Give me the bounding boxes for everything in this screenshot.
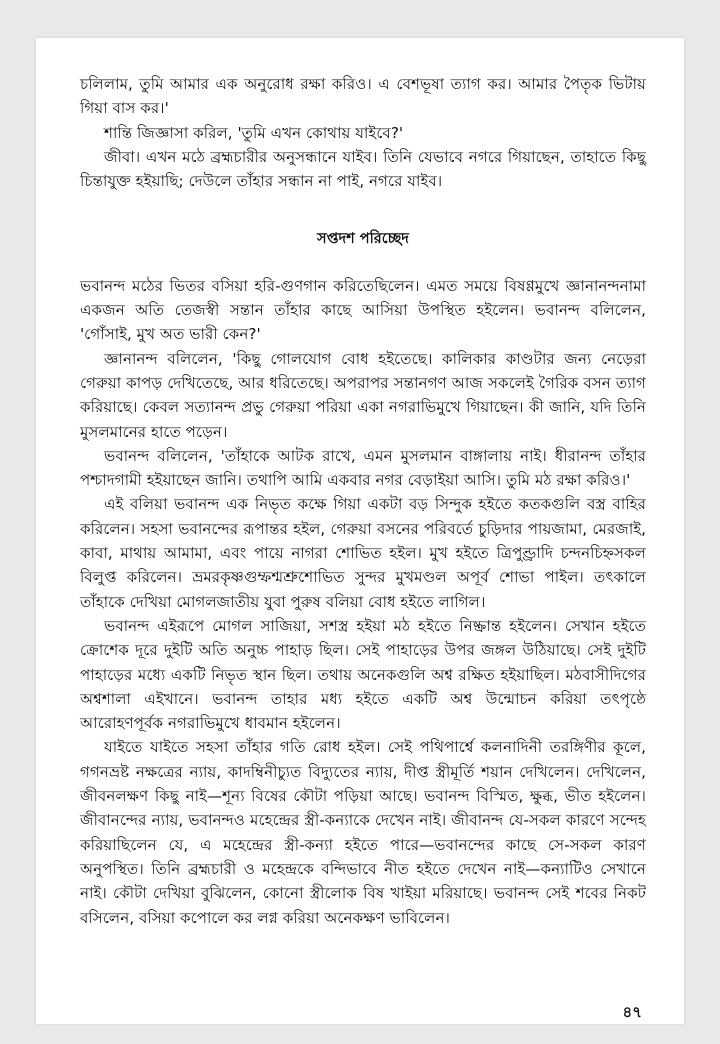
- book-page: [36, 38, 684, 1024]
- paragraph: ভবানন্দ এইরূপে মোগল সাজিয়া, সশস্ত্র হইয়া মঠ হইতে নিষ্ক্রান্ত হইলেন। সেখান হইতে ক্রোশেক দূরে দুইটি অতি অনুচ্চ পাহাড় ছিল। সেই পাহাড়ের উপর জঙ্গল উঠিয়াছে। সেই দুইটি পাহাড়ের মধ্যে একটি নিভৃত স্থান ছিল। তথায় অনেকগুলি অশ্ব রক্ষিত হইয়াছিল। মঠবাসীদিগের অশ্বশালা এইখানে। ভবানন্দ তাহার মধ্য হইতে একটি অশ্ব উন্মোচন করিয়া তৎপৃষ্ঠে আরোহণপূর্বক নগরাভিমুখে ধাবমান হইলেন।: [80, 616, 646, 733]
- paragraph: ভবানন্দ মঠের ভিতর বসিয়া হরি-গুণগান করিতেছিলেন। এমত সময়ে বিষণ্ণমুখে জ্ঞানানন্দনামা একজন অতি তেজস্বী সন্তান তাঁহার কাছে আসিয়া উপস্থিত হইলেন। ভবানন্দ বলিলেন, 'গোঁসাই, মুখ অত ভারী কেন?': [80, 276, 646, 344]
- page-number: ৪৭: [622, 1003, 642, 1021]
- paragraph: ভবানন্দ বলিলেন, 'তাঁহাকে আটক রাখে, এমন মুসলমান বাঙ্গালায় নাই। ধীরানন্দ তাঁহার পশ্চাদগামী হইয়াছেন জানি। তথাপি আমি একবার নগর বেড়াইয়া আসি। তুমি মঠ রক্ষা করিও।': [80, 446, 646, 490]
- paragraph: জ্ঞানানন্দ বলিলেন, 'কিছু গোলযোগ বোধ হইতেছে। কালিকার কাণ্ডটার জন্য নেড়েরা গেরুয়া কাপড় দেখিতেছে, আর ধরিতেছে। অপরাপর সন্তানগণ আজ সকলেই গৈরিক বসন ত্যাগ করিয়াছে। কেবল সত্যানন্দ প্রভু গেরুয়া পরিয়া একা নগরাভিমুখে গিয়াছেন। কী জানি, যদি তিনি মুসলমানের হাতে পড়েন।: [80, 349, 646, 441]
- page-text: [80, 72, 646, 930]
- chapter-title: সপ্তদশ পরিচ্ছেদ: [317, 231, 409, 248]
- paragraph: চলিলাম, তুমি আমার এক অনুরোধ রক্ষা করিও। এ বেশভূষা ত্যাগ কর। আমার পৈতৃক ভিটায় গিয়া বাস কর।': [80, 75, 646, 118]
- paragraph: এই বলিয়া ভবানন্দ এক নিভৃত কক্ষে গিয়া একটা বড় সিন্দুক হইতে কতকগুলি বস্ত্র বাহির করিলেন। সহসা ভবানন্দের রূপান্তর হইল, গেরুয়া বসনের পরিবর্তে চুড়িদার পায়জামা, মেরজাই, কাবা, মাথায় আমামা, এবং পায়ে নাগরা শোভিত হইল। মুখ হইতে ত্রিপুণ্ড্রাদি চন্দনচিহ্নসকল বিলুপ্ত করিলেন। ভ্রমরকৃষ্ণগুম্ফশ্মশ্রুশোভিত সুন্দর মুখমণ্ডল অপূর্ব শোভা পাইল। তৎকালে তাঁহাকে দেখিয়া মোগলজাতীয় যুবা পুরুষ বলিয়া বোধ হইতে লাগিল।: [80, 495, 646, 611]
- paragraph: জীবা। এখন মঠে ব্রহ্মচারীর অনুসন্ধানে যাইব। তিনি যেভাবে নগরে গিয়াছেন, তাহাতে কিছু চিন্তাযুক্ত হইয়াছি; দেউলে তাঁহার সন্ধান না পাই, নগরে যাইব।: [80, 147, 646, 191]
- paragraph: শান্তি জিজ্ঞাসা করিল, 'তুমি এখন কোথায় যাইবে?': [104, 123, 404, 142]
- paragraph: যাইতে যাইতে সহসা তাঁহার গতি রোধ হইল। সেই পথিপার্শ্বে কলনাদিনী তরঙ্গিণীর কূলে, গগনভ্রষ্ট নক্ষত্রের ন্যায়, কাদম্বিনীচ্যুত বিদ্যুতের ন্যায়, দীপ্ত স্ত্রীমূর্তি শয়ান দেখিলেন। দেখিলেন, জীবনলক্ষণ কিছু নাই—শূন্য বিষের কৌটা পড়িয়া আছে। ভবানন্দ বিস্মিত, ক্ষুব্ধ, ভীত হইলেন। জীবানন্দের ন্যায়, ভবানন্দও মহেন্দ্রের স্ত্রী-কন্যাকে দেখেন নাই। জীবানন্দ যে-সকল কারণে সন্দেহ করিয়াছিলেন যে, এ মহেন্দ্রের স্ত্রী-কন্যা হইতে পারে—ভবানন্দের কাছে সে-সকল কারণ অনুপস্থিত। তিনি ব্রহ্মচারী ও মহেন্দ্রকে বন্দিভাবে নীত হইতে দেখেন নাই—কন্যাটিও সেখানে নাই। কৌটা দেখিয়া বুঝিলেন, কোনো স্ত্রীলোক বিষ খাইয়া মরিয়াছে। ভবানন্দ সেই শবের নিকট বসিলেন, বসিয়া কপোলে কর লগ্ন করিয়া অনেকক্ষণ ভাবিলেন।: [80, 738, 646, 927]
